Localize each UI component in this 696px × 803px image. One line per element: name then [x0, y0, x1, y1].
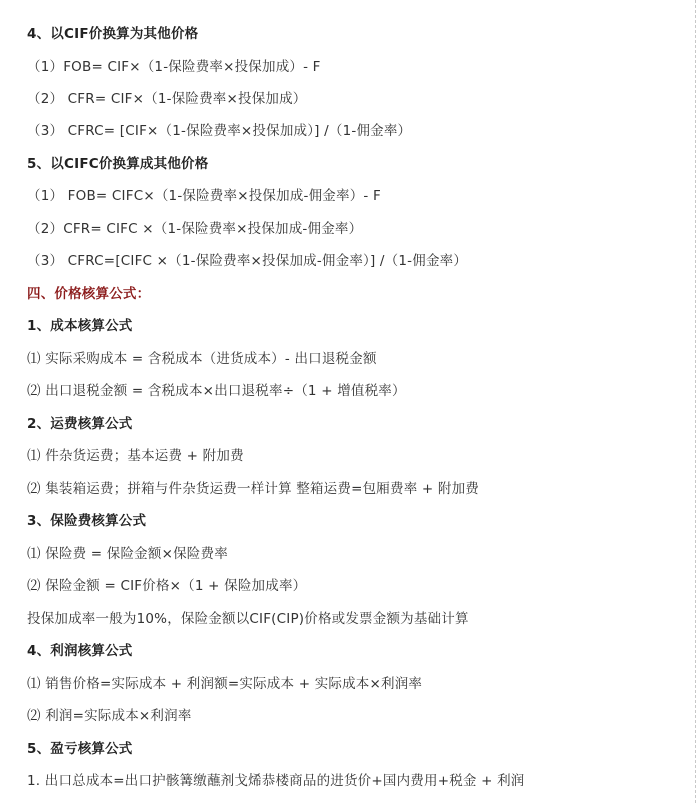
formula-line: （2）CFR= CIFC ×（1-保险费率×投保加成-佣金率）: [27, 221, 363, 237]
formula-line: （1） FOB= CIFC×（1-保险费率×投保加成-佣金率）- F: [27, 188, 381, 204]
heading-cif-conversion: 4、以CIF价换算为其他价格: [27, 26, 199, 42]
heading-cifc-conversion: 5、以CIFC价换算成其他价格: [27, 156, 209, 172]
note-line: 投保加成率一般为10%，保险金额以CIF(CIP)价格或发票金额为基础计算: [27, 611, 469, 627]
formula-line: ⑴ 实际采购成本 = 含税成本（进货成本）- 出口退税金额: [27, 351, 377, 367]
heading-cost-formula: 1、成本核算公式: [27, 318, 133, 334]
formula-line: ⑵ 出口退税金额 = 含税成本×出口退税率÷（1 + 增值税率）: [27, 383, 406, 399]
formula-line: ⑵ 利润=实际成本×利润率: [27, 708, 192, 724]
formula-line: ⑴ 保险费 = 保险金额×保险费率: [27, 546, 228, 562]
formula-line: （3） CFRC=[CIFC ×（1-保险费率×投保加成-佣金率）] /（1-佣金率）: [27, 253, 468, 269]
heading-freight-formula: 2、运费核算公式: [27, 416, 133, 432]
formula-line: （2） CFR= CIF×（1-保险费率×投保加成）: [27, 91, 307, 107]
heading-insurance-formula: 3、保险费核算公式: [27, 513, 147, 529]
section-heading-price-formulas: 四、价格核算公式：: [27, 286, 151, 302]
formula-line: 1. 出口总成本=出口护骸篝缴蘸剂戈烯恭楼商品的进货价+国内费用+税金 + 利润: [27, 773, 525, 789]
formula-line: ⑴ 销售价格=实际成本 + 利润额=实际成本 + 实际成本×利润率: [27, 676, 423, 692]
formula-line: （1）FOB= CIF×（1-保险费率×投保加成）- F: [27, 59, 321, 75]
formula-line: ⑵ 集装箱运费；拼箱与件杂货运费一样计算 整箱运费=包厢费率 + 附加费: [27, 481, 479, 497]
formula-line: （3） CFRC= [CIF×（1-保险费率×投保加成）] /（1-佣金率）: [27, 123, 412, 139]
heading-profit-loss-formula: 5、盈亏核算公式: [27, 741, 133, 757]
formula-line: ⑴ 件杂货运费；基本运费 + 附加费: [27, 448, 244, 464]
formula-line: ⑵ 保险金额 = CIF价格×（1 + 保险加成率）: [27, 578, 307, 594]
heading-profit-formula: 4、利润核算公式: [27, 643, 133, 659]
